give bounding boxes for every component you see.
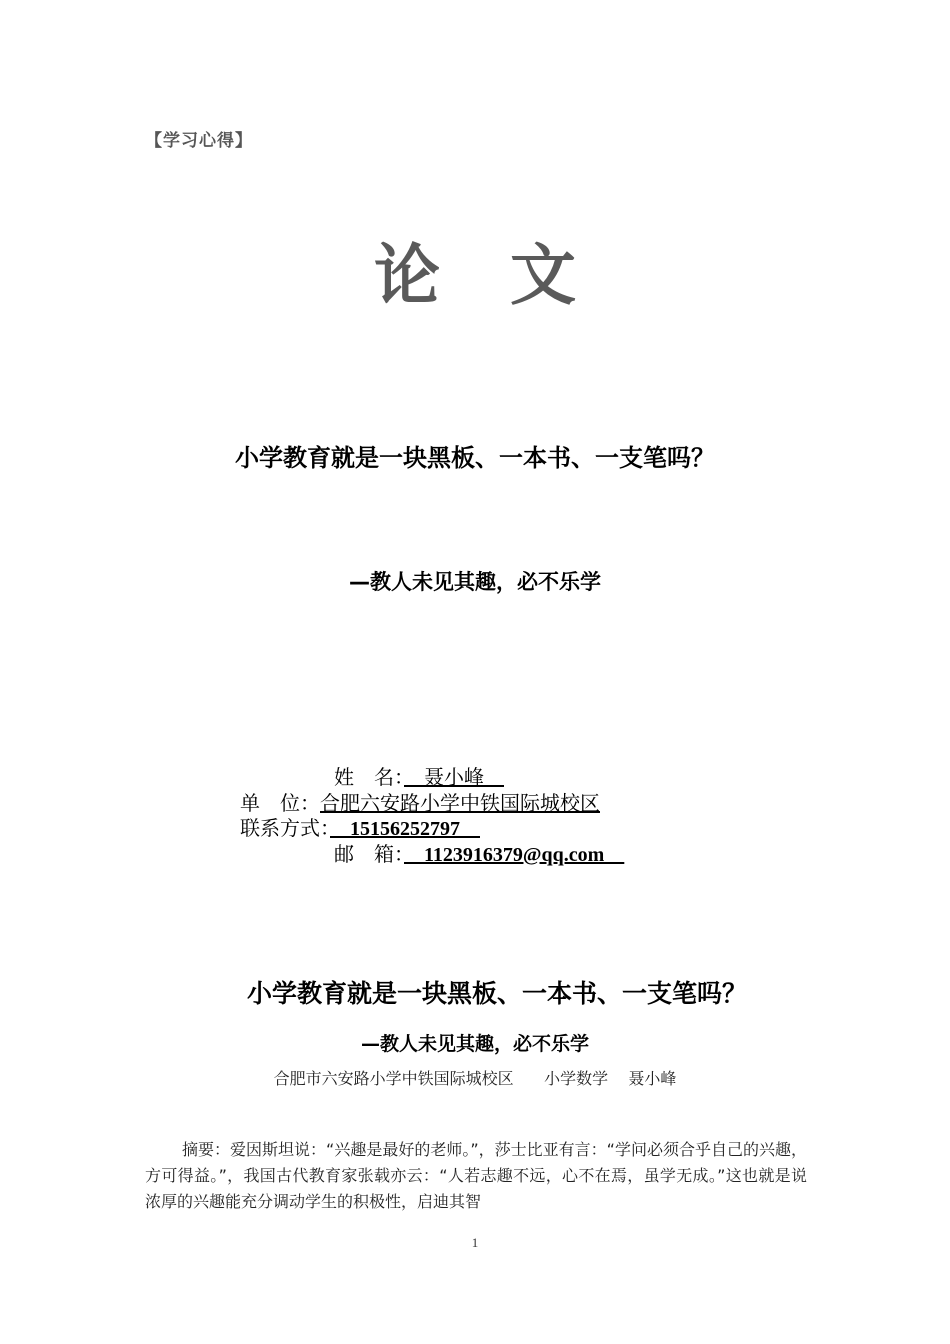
cover-title: 小学教育就是一块黑板、一本书、一支笔吗？ [235, 444, 715, 472]
page-number: 1 [471, 1235, 479, 1250]
author-affiliation-line: 合肥市六安路小学中铁国际城校区 小学数学 聂小峰 [273, 1069, 677, 1088]
author-unit-value: 合肥六安路小学中铁国际城校区 [320, 793, 600, 815]
author-name-row [334, 765, 504, 791]
author-name-label: 姓 名： [334, 767, 404, 789]
article-title: 小学教育就是一块黑板、一本书、一支笔吗？ [246, 979, 747, 1008]
author-unit-row [240, 791, 600, 817]
author-name-value: 聂小峰 [404, 767, 504, 789]
cover-subtitle: —教人未见其趣，必不乐学 [349, 570, 601, 594]
author-email-row [334, 842, 624, 868]
document-type-title: 论文 [374, 237, 646, 314]
author-unit-label: 单 位： [240, 793, 320, 815]
author-phone-value: 15156252797 [330, 818, 480, 840]
author-phone-label: 联系方式： [240, 818, 330, 840]
author-email-label: 邮 箱： [334, 844, 404, 866]
author-phone-row [240, 816, 480, 842]
abstract-paragraph: 摘要：爱因斯坦说：“兴趣是最好的老师。”，莎士比亚有言：“学问必须合乎自己的兴趣，方可得益。”，我国古代教育家张载亦云：“人若志趣不远，心不在焉，虽学无成。”这也就是说浓厚的兴趣能充分调动学生的积极性，启迪其智 [145, 1140, 807, 1211]
category-tag: 【学习心得】 [145, 131, 253, 151]
article-subtitle: —教人未见其趣，必不乐学 [360, 1033, 589, 1055]
author-email-value: 1123916379@qq.com [404, 844, 625, 866]
